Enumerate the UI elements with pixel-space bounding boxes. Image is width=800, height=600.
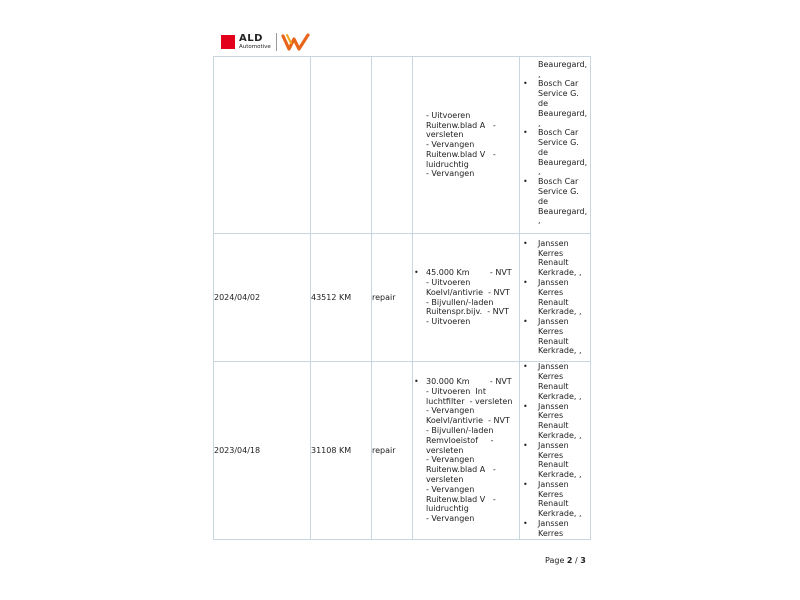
work-cell xyxy=(413,234,520,362)
work-line: versleten xyxy=(426,130,464,140)
work-cell xyxy=(413,57,520,234)
garage-line: Kerres xyxy=(538,287,564,297)
garage-line: Renault xyxy=(538,460,569,470)
table-row xyxy=(214,234,591,362)
garage-line: Beauregard, xyxy=(538,108,588,118)
bullet-icon: • xyxy=(523,519,528,529)
work-line: versleten xyxy=(426,445,464,455)
garage-cell xyxy=(520,362,591,540)
logo-ald-text: ALD xyxy=(239,32,263,44)
logo-automotive-text: Automotive xyxy=(239,43,271,50)
garage-item xyxy=(520,278,590,317)
garage-line: Renault xyxy=(538,381,569,391)
work-line: - Bijvullen/-laden xyxy=(426,426,494,435)
work-line: luidruchtig xyxy=(426,159,469,169)
work-line: luchtfilter - versleten xyxy=(426,396,513,406)
garage-line: Kerres xyxy=(538,528,564,538)
garage-line: Service G. xyxy=(538,138,579,148)
work-line: Remvloeistof - xyxy=(426,435,494,445)
work-line: versleten xyxy=(426,474,464,484)
garage-line: Renault xyxy=(538,421,569,431)
garage-line: Janssen xyxy=(538,440,569,450)
work-item xyxy=(413,268,519,327)
page-current: 2 xyxy=(566,556,573,565)
work-line: - Uitvoeren Int xyxy=(426,386,486,396)
garage-item xyxy=(520,60,590,80)
mileage-cell xyxy=(311,57,372,234)
bullet-icon: • xyxy=(523,401,528,411)
bullet-icon: • xyxy=(523,177,528,187)
work-line: Koelvl/antivrie - NVT xyxy=(426,287,510,297)
garage-line: Janssen xyxy=(538,519,569,529)
mileage-cell: 31108 KM xyxy=(311,362,372,540)
garage-cell xyxy=(520,57,591,234)
date-cell: 2024/04/02 xyxy=(214,234,311,362)
garage-item xyxy=(520,128,590,177)
garage-line: Janssen xyxy=(538,317,569,327)
bullet-icon: • xyxy=(414,377,419,387)
garage-item xyxy=(520,362,590,401)
garage-line: Beauregard, xyxy=(538,157,588,167)
work-cell xyxy=(413,362,520,540)
bullet-icon: • xyxy=(523,362,528,372)
table-row xyxy=(214,57,591,234)
garage-item xyxy=(520,480,590,519)
page-footer xyxy=(545,556,586,565)
garage-item xyxy=(520,317,590,356)
maintenance-history-table xyxy=(213,56,591,540)
bullet-icon: • xyxy=(523,277,528,287)
work-line: Ruitenspr.bijv. - NVT xyxy=(426,307,510,317)
work-line: - Uitvoeren xyxy=(426,317,471,327)
date-cell: 2023/04/18 xyxy=(214,362,311,540)
work-line: - Vervangen xyxy=(426,169,475,179)
garage-line: Service G. xyxy=(538,89,579,99)
garage-line: Kerkrade, , xyxy=(538,430,582,440)
garage-line: Kerres xyxy=(538,450,564,460)
garage-line: Kerres xyxy=(538,326,564,336)
logo-divider xyxy=(276,33,277,51)
garage-line: Janssen xyxy=(538,401,569,411)
garage-line: Service G. xyxy=(538,187,579,197)
garage-item xyxy=(520,402,590,441)
work-line: - Vervangen xyxy=(426,140,475,150)
garage-line: Kerkrade, , xyxy=(538,268,582,278)
garage-item xyxy=(520,519,590,539)
work-line: 45.000 Km - NVT xyxy=(426,268,512,278)
page-separator: / xyxy=(575,556,578,565)
garage-line: , xyxy=(538,118,541,128)
brand-w-icon xyxy=(281,33,311,51)
garage-item xyxy=(520,441,590,480)
garage-line: Janssen xyxy=(538,479,569,489)
work-item xyxy=(413,111,519,180)
type-cell: repair xyxy=(372,234,413,362)
garage-line: Renault xyxy=(538,258,569,268)
garage-item xyxy=(520,177,590,226)
work-line: 30.000 Km - NVT xyxy=(426,377,512,387)
work-line: - Vervangen xyxy=(426,484,475,494)
garage-line: de xyxy=(538,98,548,108)
garage-line: de xyxy=(538,196,548,206)
garage-line: de xyxy=(538,147,548,157)
garage-line: Bosch Car xyxy=(538,79,579,89)
date-cell xyxy=(214,57,311,234)
bullet-icon: • xyxy=(523,479,528,489)
bullet-icon: • xyxy=(523,238,528,248)
bullet-icon: • xyxy=(523,317,528,327)
work-line: Ruitenw.blad V - xyxy=(426,494,496,504)
work-line: Ruitenw.blad A - xyxy=(426,465,496,475)
mileage-cell: 43512 KM xyxy=(311,234,372,362)
garage-line: Beauregard, xyxy=(538,206,588,216)
work-line: - Vervangen xyxy=(426,406,475,416)
garage-line: Beauregard, xyxy=(538,59,588,69)
garage-line: Janssen xyxy=(538,238,569,248)
work-line: Koelvl/antivrie - NVT xyxy=(426,416,510,426)
page-label: Page xyxy=(545,556,565,565)
garage-line: Kerkrade, , xyxy=(538,346,582,356)
work-line: - Uitvoeren xyxy=(426,277,471,287)
work-line: Ruitenw.blad A - xyxy=(426,120,496,130)
garage-line: Renault xyxy=(538,499,569,509)
garage-line: Kerres xyxy=(538,411,564,421)
work-line: - Uitvoeren xyxy=(426,110,471,120)
garage-line: Janssen xyxy=(538,277,569,287)
garage-line: , xyxy=(538,69,541,79)
work-item xyxy=(413,377,519,524)
ald-red-square-icon xyxy=(221,35,235,49)
page-total: 3 xyxy=(580,556,586,565)
type-cell xyxy=(372,57,413,234)
garage-line: Kerres xyxy=(538,248,564,258)
work-line: luidruchtig xyxy=(426,504,469,514)
ald-automotive-logo xyxy=(221,32,311,52)
garage-item xyxy=(520,79,590,128)
garage-cell xyxy=(520,234,591,362)
bullet-icon: • xyxy=(414,268,419,278)
type-cell: repair xyxy=(372,362,413,540)
garage-line: Kerres xyxy=(538,372,564,382)
garage-line: Janssen xyxy=(538,362,569,372)
garage-line: , xyxy=(538,167,541,177)
work-line: - Bijvullen/-laden xyxy=(426,297,494,307)
table-row xyxy=(214,362,591,540)
garage-line: Kerkrade, , xyxy=(538,509,582,519)
garage-line: Renault xyxy=(538,297,569,307)
bullet-icon: • xyxy=(523,79,528,89)
garage-line: Kerkrade, , xyxy=(538,470,582,480)
garage-line: Kerkrade, , xyxy=(538,307,582,317)
work-line: - Vervangen xyxy=(426,455,475,465)
garage-line: Bosch Car xyxy=(538,128,579,138)
garage-line: , xyxy=(538,216,541,226)
garage-line: Kerkrade, , xyxy=(538,391,582,401)
bullet-icon: • xyxy=(523,128,528,138)
work-line: Ruitenw.blad V - xyxy=(426,149,496,159)
garage-line: Bosch Car xyxy=(538,177,579,187)
garage-item xyxy=(520,239,590,278)
bullet-icon: • xyxy=(523,440,528,450)
garage-line: Kerres xyxy=(538,489,564,499)
work-line: - Vervangen xyxy=(426,514,475,524)
garage-line: Renault xyxy=(538,336,569,346)
